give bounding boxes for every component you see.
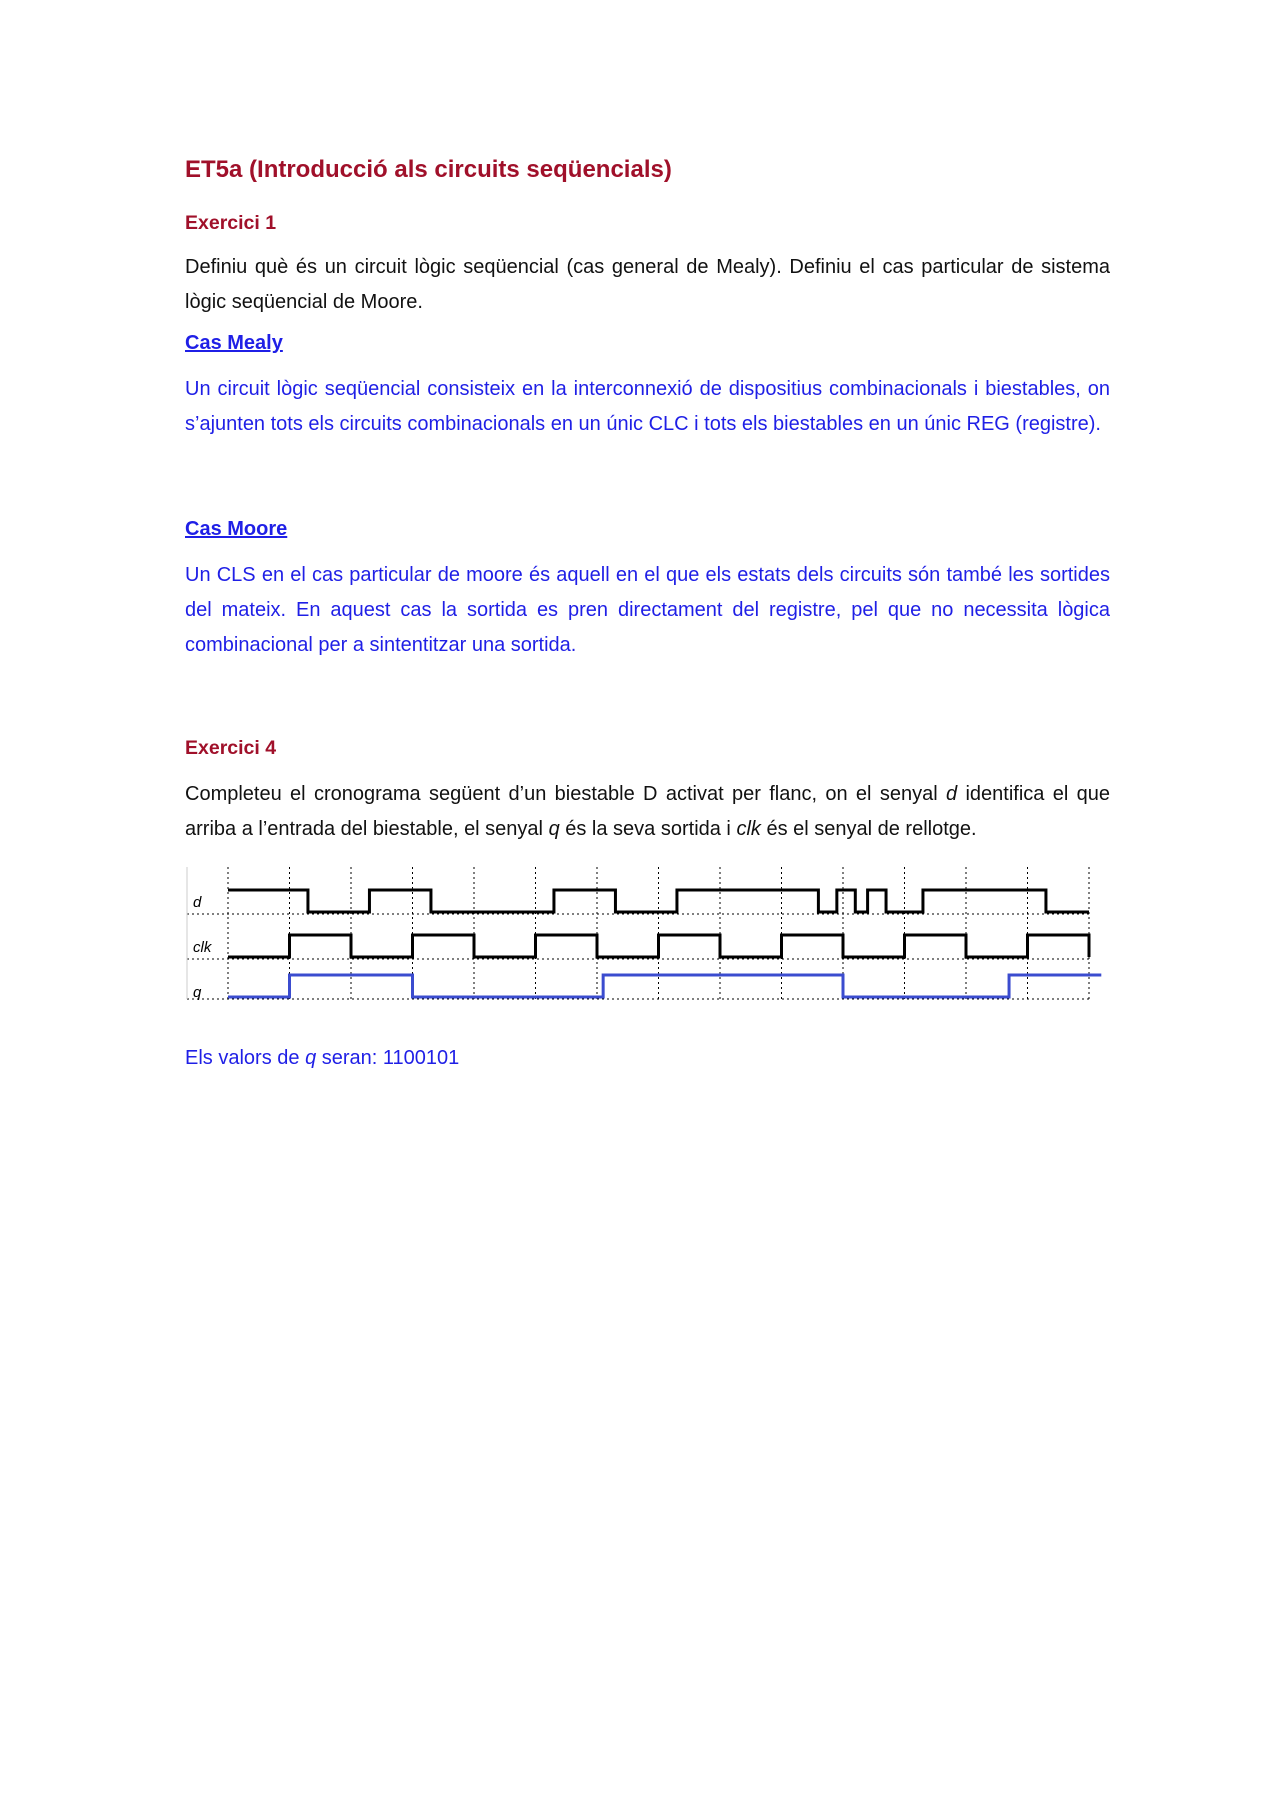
document-content [185, 152, 1110, 1073]
exercise4-heading: Exercici 4 [185, 737, 277, 759]
signal-label-d: d [193, 894, 202, 911]
answer-value: 1100101 [382, 1047, 460, 1069]
mealy-answer: Un circuit lògic seqüencial consisteix en la interconnexió de dispositius combinacionals i biestables, on s’ajunten tots els circuits combinacionals en un únic CLC i tots els biestables en un únic REG (registre). [185, 378, 1110, 435]
signal-waveform-clk [228, 935, 1089, 957]
exercise1-statement: Definiu què és un circuit lògic seqüencial (cas general de Mealy). Definiu el cas particular de sistema lògic seqüencial de Moore. [185, 256, 1110, 313]
answer-prefix: Els valors de [185, 1047, 306, 1069]
document-title: ET5a (Introducció als circuits seqüencials) [185, 156, 672, 183]
answer-var-q: q [305, 1047, 317, 1069]
moore-answer: Un CLS en el cas particular de moore és aquell en el que els estats dels circuits són també les sortides del mateix. En aquest cas la sortida es pren directament del registre, pel que no necessita lògica combinacional per a sintentitzar una sortida. [185, 564, 1110, 656]
timing-diagram [185, 863, 1105, 1013]
statement-var-d: d [945, 783, 958, 805]
moore-heading-link[interactable]: Cas Moore [185, 518, 288, 540]
signal-waveform-q [228, 975, 1101, 997]
statement-part: identifica el que arriba a l’entrada del biestable, el senyal [185, 783, 1110, 840]
mealy-heading-link[interactable]: Cas Mealy [185, 332, 283, 354]
signal-label-clk: clk [193, 939, 212, 956]
statement-var-clk: clk [736, 818, 761, 840]
statement-part: Completeu el cronograma següent d’un biestable D activat per flanc, on el senyal [185, 783, 946, 805]
exercise4-answer [185, 1043, 1110, 1073]
statement-var-q: q [548, 818, 560, 840]
statement-part: és el senyal de rellotge. [760, 818, 977, 840]
exercise1-heading: Exercici 1 [185, 212, 277, 234]
answer-mid: seran: [316, 1047, 383, 1069]
signal-label-q: q [193, 984, 202, 1001]
statement-part: és la seva sortida i [559, 818, 737, 840]
exercise4-statement [185, 777, 1110, 847]
